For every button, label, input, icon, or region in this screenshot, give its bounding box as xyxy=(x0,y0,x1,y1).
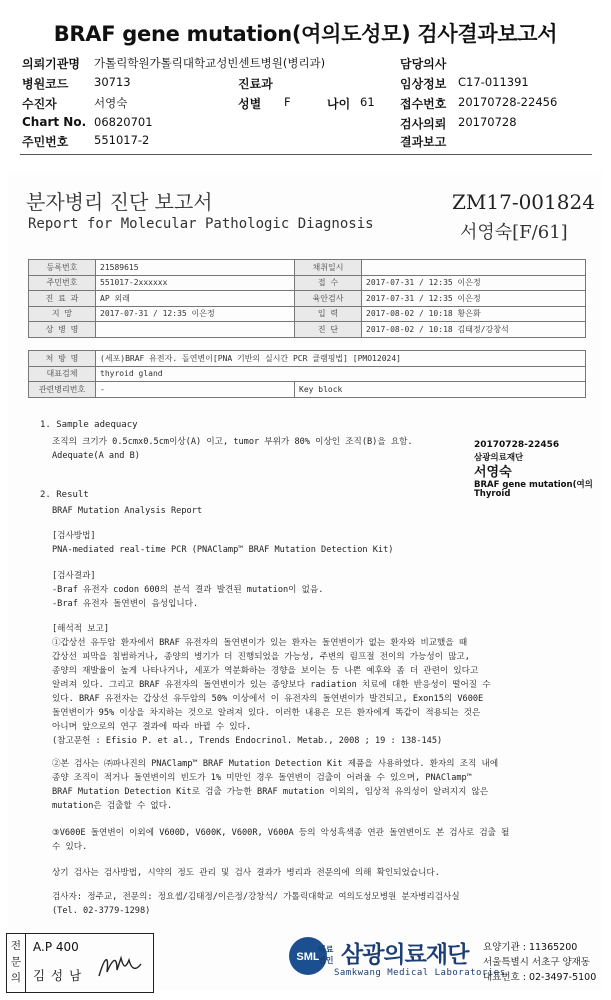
cell-label: 주민번호 xyxy=(29,275,96,291)
specialist-vertical-label: 전문의 xyxy=(10,940,22,984)
header-divider xyxy=(20,154,592,155)
cell-value: 21589615 xyxy=(96,260,295,276)
paragraph-line: mutation은 검출할 수 없다. xyxy=(52,801,173,811)
cell-value: thyroid gland xyxy=(96,366,586,382)
paragraph-line: ②본 검사는 ㈜파나진의 PNAClamp™ BRAF Mutation Detection Kit 제품을 사용하였다. 환자의 조직 내에 xyxy=(52,759,499,769)
cell-value: - xyxy=(96,382,295,398)
value-sex: F xyxy=(284,95,291,109)
cell-label: 접 수 xyxy=(295,275,362,291)
report-title-en: Report for Molecular Pathologic Diagnosis xyxy=(28,216,374,232)
cell-value: Key block xyxy=(295,382,586,398)
label-request-date: 검사의뢰 xyxy=(400,117,447,131)
label-age: 나이 xyxy=(327,97,351,111)
org-phone: 대표번호 : 02-3497-5100 xyxy=(483,972,597,983)
cell-label: 육안검사 xyxy=(295,291,362,307)
sticker-org: 삼광의료재단 xyxy=(474,453,524,463)
specialist-name: 김 성 남 xyxy=(33,968,83,983)
org-prefix-1: 의료 xyxy=(318,945,334,954)
value-age: 61 xyxy=(360,95,375,109)
result-heading: [검사결과] xyxy=(52,571,96,581)
specialist-box xyxy=(6,933,154,993)
label-receipt-no: 접수번호 xyxy=(400,97,447,111)
cell-label: 채취일시 xyxy=(295,260,362,276)
cell-label: 지 망 xyxy=(29,306,96,322)
result-report-title: BRAF Mutation Analysis Report xyxy=(52,506,203,516)
paragraph-line: 종양의 재발율이 높게 나타나거나, 세포가 역분화하는 경향을 보이는 등 나쁜 예후와 좀 더 관련이 있다고 xyxy=(52,666,479,676)
sticker-specimen: Thyroid xyxy=(474,489,511,499)
sample-adequacy-criteria: 조직의 크기가 0.5cmx0.5cm이상(A) 이고, tumor 부위가 80% 이상인 조직(B)을 요함. xyxy=(52,437,413,447)
method-text: PNA-mediated real-time PCR (PNAClamp™ BRAF Mutation Detection Kit) xyxy=(52,545,394,555)
signature-line: 검사자: 정주교, 전문의: 정요셉/김태정/이은정/강창석/ 가톨릭대학교 여의도성모병원 분자병리검사실 xyxy=(52,892,460,902)
label-requesting-org: 의뢰기관명 xyxy=(22,57,80,71)
cell-label: 상 병 명 xyxy=(29,322,96,338)
sticker-receipt: 20170728-22456 xyxy=(474,440,560,450)
confirmation-statement: 상기 검사는 검사방법, 시약의 정도 관리 및 검사 결과가 병리과 전문의에 의해 확인되었습니다. xyxy=(52,868,440,878)
label-chart-no: Chart No. xyxy=(22,115,87,129)
sticker-test: BRAF gene mutation(여의 xyxy=(474,480,593,490)
value-request-date: 20170728 xyxy=(458,115,517,129)
section-sample-adequacy: 1. Sample adequacy xyxy=(40,420,138,430)
result-line-1: -Braf 유전자 codon 600의 분석 결과 발견된 mutation이 없음. xyxy=(52,585,324,595)
paragraph-line: 알려져 있다. 그리고 BRAF 유전자의 돌연변이가 있는 종양보다 radiation 치료에 대한 반응성이 떨어질 수 xyxy=(52,680,491,690)
value-resident-no: 551017-2 xyxy=(94,133,150,147)
paragraph-line: 아니며 앞으로의 연구 결과에 따라 바뀔 수 있다. xyxy=(52,722,252,732)
org-name-en: Samkwang Medical Laboratories xyxy=(334,968,506,978)
cell-label: 관련병리번호 xyxy=(29,382,96,398)
sample-adequacy-result: Adequate(A and B) xyxy=(52,451,140,461)
cell-value: AP 외래 xyxy=(96,291,295,307)
registration-table xyxy=(28,259,586,338)
patient-id-tag: 서영숙[F/61] xyxy=(460,222,568,243)
paragraph-line: 종양 조직이 적거나 돌연변이의 빈도가 1% 미만인 경우 돌연변이 검출이 어려울 수 있으며, PNAClamp™ xyxy=(52,773,472,783)
cell-value: 2017-08-02 / 10:18 김태정/강창석 xyxy=(362,322,586,338)
cell-value: (세포)BRAF 유전자. 돌연변이[PNA 기반의 실시간 PCR 클램핑법] [PMO12024] xyxy=(96,351,586,367)
signature-phone: (Tel. 02-3779-1298) xyxy=(52,906,151,916)
org-name: 삼광의료재단 xyxy=(341,942,469,968)
method-heading: [검사방법] xyxy=(52,531,96,541)
cell-value: 2017-07-31 / 12:35 이은정 xyxy=(362,275,586,291)
table-row xyxy=(29,260,586,276)
cell-label: 등록번호 xyxy=(29,260,96,276)
value-patient: 서영숙 xyxy=(94,96,128,110)
cell-label: 진 단 xyxy=(295,322,362,338)
label-department: 진료과 xyxy=(238,77,273,91)
report-title-ko: 분자병리 진단 보고서 xyxy=(26,190,213,214)
org-prefix xyxy=(318,944,333,966)
specialist-vertical-label-box xyxy=(7,934,26,992)
paragraph-line: 수 있다. xyxy=(52,842,88,852)
table-row xyxy=(29,366,586,382)
value-receipt-no: 20170728-22456 xyxy=(458,95,558,109)
label-result-report: 결과보고 xyxy=(400,135,447,149)
value-chart-no: 06820701 xyxy=(94,115,153,129)
table-row xyxy=(29,382,586,398)
cell-value: 2017-07-31 / 12:35 이은정 xyxy=(96,306,295,322)
paragraph-line: (참고문헌 : Efisio P. et al., Trends Endocrinol. Metab., 2008 ; 19 : 138-145) xyxy=(52,736,443,746)
cell-value: 551017-2xxxxxx xyxy=(96,275,295,291)
org-prefix-2: 법인 xyxy=(318,956,334,965)
specialist-code: A.P 400 xyxy=(33,940,79,954)
cell-value xyxy=(96,322,295,338)
report-number: ZM17-001824 xyxy=(452,190,595,214)
paragraph-line: 돌연변이가 95% 이상을 차지하는 것으로 알려져 있다. 이러한 내용은 모든 환자에게 똑같이 적용되는 것은 xyxy=(52,708,481,718)
label-hospital-code: 병원코드 xyxy=(22,77,69,91)
table-row xyxy=(29,275,586,291)
paragraph-line: ③V600E 돌연변이 이외에 V600D, V600K, V600R, V600A 등의 악성흑색종 연관 돌연변이도 본 검사로 검출 될 xyxy=(52,828,510,838)
value-clinical-info: C17-011391 xyxy=(458,75,529,89)
report-title: BRAF gene mutation(여의도성모) 검사결과보고서 xyxy=(53,22,558,46)
cell-label: 처 방 명 xyxy=(29,351,96,367)
paragraph-line: BRAF Mutation Detection Kit로 검출 가능한 BRAF mutation 이외의, 임상적 유의성이 알려지지 않은 xyxy=(52,787,489,797)
value-requesting-org: 가톨릭학원가톨릭대학교성빈센트병원(병리과) xyxy=(94,56,326,70)
cell-label: 입 력 xyxy=(295,306,362,322)
label-sex: 성별 xyxy=(238,97,262,111)
value-hospital-code: 30713 xyxy=(94,75,131,89)
label-doctor: 담당의사 xyxy=(400,57,447,71)
cell-value: 2017-07-31 / 12:35 이은정 xyxy=(362,291,586,307)
table-row xyxy=(29,291,586,307)
sticker-patient: 서영숙 xyxy=(474,465,512,480)
interpretation-heading: [해석적 보고] xyxy=(52,624,110,634)
paragraph-line: ①갑상선 유두암 환자에서 BRAF 유전자의 돌연변이가 있는 환자는 돌연변이가 없는 환자와 비교했을 때 xyxy=(52,638,468,648)
signature-icon xyxy=(95,948,145,984)
cell-value xyxy=(362,260,586,276)
label-resident-no: 주민번호 xyxy=(22,135,69,149)
label-clinical-info: 임상정보 xyxy=(400,77,447,91)
institution-code: 요양기관 : 11365200 xyxy=(483,942,578,953)
cell-value: 2017-08-02 / 10:18 황은화 xyxy=(362,306,586,322)
cell-label: 대표검체 xyxy=(29,366,96,382)
paragraph-line: 있다. BRAF 유전자는 갑상선 유두암의 50% 이상에서 이 유전자의 돌연변이가 발견되고, Exon15의 V600E xyxy=(52,694,484,704)
cell-label: 진 료 과 xyxy=(29,291,96,307)
result-line-2: -Braf 유전자 돌연변이 음성입니다. xyxy=(52,599,199,609)
table-row xyxy=(29,306,586,322)
table-row xyxy=(29,351,586,367)
paragraph-line: 갑상선 피막을 침범하거나, 종양의 병기가 더 진행되었을 가능성, 주변의 림프절 전이의 가능성이 많고, xyxy=(52,652,470,662)
org-address: 서울특별시 서초구 양재동 xyxy=(483,957,590,968)
sml-logo-text: SML xyxy=(296,951,320,963)
section-result: 2. Result xyxy=(40,490,89,500)
order-table xyxy=(28,350,586,398)
label-patient: 수진자 xyxy=(22,97,57,111)
table-row xyxy=(29,322,586,338)
